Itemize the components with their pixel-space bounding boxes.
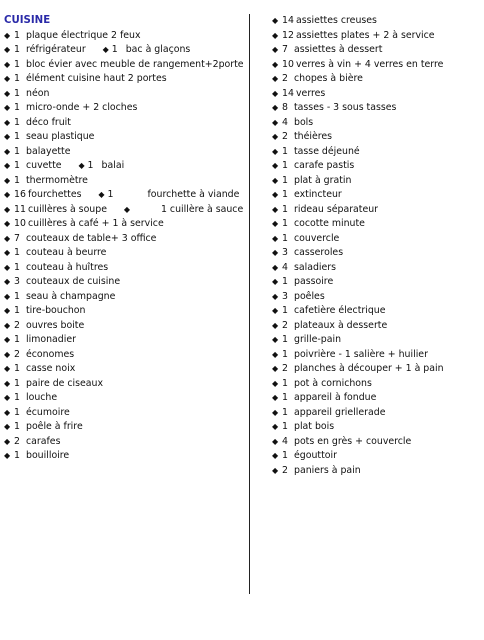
list-item [272,217,480,232]
list-item [4,87,246,102]
item-label: déco fruit [26,116,71,128]
list-item [4,362,246,377]
item-quantity: 1 [87,160,94,171]
bullet-icon: ◆ [272,88,279,98]
list-item [4,188,246,203]
item-label: tire-bouchon [26,305,86,316]
item-quantity: 1 [14,29,20,41]
bullet-icon: ◆ [4,204,11,214]
list-item [4,420,246,435]
list-item [272,203,480,218]
list-item [4,58,246,73]
bullet-icon: ◆ [4,88,11,98]
list-item [4,145,246,160]
bullet-icon: ◆ [4,364,11,373]
item-label: assiettes plates + 2 à service [296,29,435,41]
item-quantity: 4 [282,435,288,447]
bullet-icon: ◆ [272,146,279,156]
bullet-icon: ◆ [272,335,279,344]
item-label: appareil à fondue [294,392,377,403]
item-label: verres [296,87,326,99]
item-quantity: 7 [282,44,288,55]
item-label: cafetière électrique [294,305,386,316]
list-item [272,420,480,435]
item-label: bac à glaçons [125,44,191,55]
item-label: planches à découper + 1 à pain [294,363,444,374]
item-quantity: 2 [282,363,288,374]
item-quantity: 1 [282,276,288,287]
list-item [4,43,246,58]
bullet-icon: ◆ [4,262,11,272]
item-quantity: 1 [14,160,20,171]
bullet-icon: ◆ [272,407,279,417]
list-item [272,43,480,58]
bullet-icon: ◆ [102,45,109,54]
right-column [272,14,480,478]
list-item [272,348,480,363]
item-quantity: 1 [282,377,288,389]
bullet-icon: ◆ [98,190,105,199]
bullet-icon: ◆ [4,45,11,54]
list-item [4,174,246,189]
item-label: poêle à frire [26,421,83,432]
list-item [4,232,246,247]
bullet-icon: ◆ [4,59,11,69]
item-quantity: 1 [282,421,288,432]
bullet-icon: ◆ [272,204,279,214]
bullet-icon: ◆ [123,204,131,214]
item-quantity: 1 [107,189,114,200]
item-label: casse noix [26,363,76,374]
item-quantity: 1 [14,174,20,186]
item-label: fourchettes [28,189,82,200]
item-label: thermomètre [26,174,88,186]
item-quantity: 1 [14,145,20,157]
list-item [4,101,246,116]
list-item [272,87,480,102]
bullet-icon: ◆ [4,132,11,141]
item-label: bloc évier avec meuble de rangement+2porte [26,58,244,70]
bullet-icon: ◆ [272,30,279,40]
item-quantity: 3 [14,276,20,287]
list-item [4,203,246,218]
item-label: casseroles [294,247,344,258]
item-label: poivrière - 1 salière + huilier [294,348,428,360]
item-label: verres à vin + 4 verres en terre [296,58,444,70]
item-label: cocotte minute [294,218,365,229]
bullet-icon: ◆ [272,103,279,112]
bullet-icon: ◆ [4,320,11,330]
item-quantity: 1 [282,305,288,316]
item-quantity: 1 [282,145,288,157]
list-item [4,130,246,145]
bullet-icon: ◆ [4,146,11,156]
list-item [272,362,480,377]
item-label: pots en grès + couvercle [294,435,412,447]
item-label: couteaux de table+ 3 office [26,232,157,244]
item-quantity: 1 [282,450,288,461]
bullet-icon: ◆ [4,74,11,83]
list-item [272,58,480,73]
item-label: cuillères à soupe [28,203,107,215]
item-quantity: 1 [14,377,20,389]
bullet-icon: ◆ [4,161,11,170]
list-item [4,290,246,305]
item-label: néon [26,87,50,99]
item-quantity: 1 [14,44,20,55]
bullet-icon: ◆ [272,59,279,69]
item-quantity: 2 [14,348,20,360]
list-item [272,391,480,406]
list-item [4,261,246,276]
item-quantity: 1 [14,87,20,99]
list-item [272,232,480,247]
item-label: chopes à bière [294,73,363,84]
item-quantity: 11 [14,203,26,215]
bullet-icon: ◆ [272,422,279,431]
item-label: assiettes à dessert [294,44,383,55]
item-quantity: 1 [14,131,20,142]
item-label: limonadier [26,334,76,345]
bullet-icon: ◆ [4,190,11,199]
list-item [4,29,246,44]
bullet-icon: ◆ [4,30,11,40]
item-label: louche [26,392,58,403]
list-item [4,449,246,464]
item-label: balayette [26,145,71,157]
bullet-icon: ◆ [272,161,279,170]
list-item [4,116,246,131]
item-quantity: 1 [14,421,20,432]
bullet-icon: ◆ [272,233,279,243]
list-item [272,159,480,174]
bullet-icon: ◆ [4,422,11,431]
item-quantity: 1 [14,450,20,461]
item-label: théières [294,131,333,142]
list-item [272,275,480,290]
item-label: tasse déjeuné [294,145,360,157]
list-item [272,116,480,131]
list-item [272,130,480,145]
bullet-icon: ◆ [272,16,279,25]
bullet-icon: ◆ [4,451,11,460]
list-item [272,333,480,348]
item-label: carafe pastis [294,160,355,171]
item-label: couteau à huîtres [26,261,109,273]
bullet-icon: ◆ [272,248,279,257]
item-quantity: 1 [282,160,288,171]
item-quantity: 1 [14,261,20,273]
item-label: fourchette à viande [147,189,240,200]
bullet-icon: ◆ [4,175,11,185]
list-item [272,304,480,319]
item-quantity: 1 [14,392,20,403]
bullet-icon: ◆ [4,306,11,315]
item-label: plaque électrique 2 feux [26,29,141,41]
bullet-icon: ◆ [272,364,279,373]
item-label: économes [26,348,75,360]
item-label: bols [294,116,314,128]
item-quantity: 2 [282,73,288,84]
item-label: saladiers [294,261,337,273]
item-quantity: 1 [14,334,20,345]
bullet-icon: ◆ [4,117,11,127]
item-quantity: 1 [282,348,288,360]
bullet-icon: ◆ [272,465,279,475]
list-item [4,333,246,348]
list-item [272,174,480,189]
left-item-list [4,29,246,464]
item-label: grille-pain [294,334,342,345]
list-item [4,275,246,290]
item-quantity: 1 [14,58,20,70]
bullet-icon: ◆ [272,291,279,301]
bullet-icon: ◆ [4,219,11,228]
item-quantity: 1 [282,203,288,215]
bullet-icon: ◆ [272,436,279,446]
item-label: carafes [26,435,61,447]
column-divider [249,14,250,594]
bullet-icon: ◆ [272,349,279,359]
bullet-icon: ◆ [4,248,11,257]
bullet-icon: ◆ [272,117,279,127]
bullet-icon: ◆ [272,277,279,286]
item-label: cuvette [26,160,62,171]
bullet-icon: ◆ [272,320,279,330]
item-label: seau à champagne [26,290,116,302]
list-item [4,435,246,450]
item-quantity: 1 [14,102,20,113]
item-quantity: 7 [14,232,20,244]
bullet-icon: ◆ [4,277,11,286]
item-quantity: 1 [282,406,288,418]
bullet-icon: ◆ [272,262,279,272]
item-label: poêles [294,290,325,302]
list-item [4,377,246,392]
list-item [4,319,246,334]
item-quantity: 1 [282,189,288,200]
item-label: extincteur [294,189,342,200]
item-quantity: 2 [282,131,288,142]
bullet-icon: ◆ [272,451,279,460]
list-item [4,159,246,174]
item-label: rideau séparateur [294,203,379,215]
list-item [272,464,480,479]
list-item [4,406,246,421]
item-quantity: 8 [282,102,288,113]
item-quantity: 1 [282,334,288,345]
item-label: appareil griellerade [294,406,386,418]
item-quantity: 1 [14,406,20,418]
item-label: seau plastique [26,131,95,142]
item-quantity: 1 [282,392,288,403]
item-quantity: 1 [14,363,20,374]
item-quantity: 2 [282,464,288,476]
item-quantity: 2 [14,319,20,331]
list-item [272,290,480,305]
bullet-icon: ◆ [272,175,279,185]
section-title: CUISINE [4,15,51,26]
list-item [272,29,480,44]
list-item [272,435,480,450]
item-quantity: 10 [14,218,26,229]
list-item [272,101,480,116]
bullet-icon: ◆ [272,74,279,83]
bullet-icon: ◆ [4,291,11,301]
item-label: passoire [294,276,334,287]
item-quantity: 1 [111,44,118,55]
item-label: paniers à pain [294,464,361,476]
list-item [272,406,480,421]
item-label: tasses - 3 sous tasses [294,102,397,113]
item-label: couteau à beurre [26,247,107,258]
list-item [4,391,246,406]
bullet-icon: ◆ [272,306,279,315]
item-quantity: 3 [282,247,288,258]
item-label: écumoire [26,406,70,418]
item-quantity: 1 [282,174,288,186]
list-item [4,246,246,261]
list-item [272,261,480,276]
list-item [272,145,480,160]
list-item [4,72,246,87]
item-quantity: 12 [282,29,294,41]
bullet-icon: ◆ [272,393,279,402]
bullet-icon: ◆ [4,393,11,402]
list-item [272,14,480,29]
bullet-icon: ◆ [272,132,279,141]
item-quantity: 14 [282,87,294,99]
item-quantity: 1 [14,305,20,316]
item-label: égouttoir [294,450,337,461]
bullet-icon: ◆ [272,45,279,54]
item-label: plat à gratin [294,174,352,186]
list-item [272,72,480,87]
item-label: plat bois [294,421,335,432]
bullet-icon: ◆ [4,103,11,112]
item-label: pot à cornichons [294,377,372,389]
item-label: ouvres boite [26,319,85,331]
item-quantity: 10 [282,58,294,70]
list-item [272,319,480,334]
item-label: paire de ciseaux [26,377,104,389]
item-quantity: 3 [282,290,288,302]
item-label: micro-onde + 2 cloches [26,102,138,113]
item-label: bouilloire [26,450,70,461]
item-label: balai [101,160,125,171]
bullet-icon: ◆ [4,378,11,388]
item-quantity: 4 [282,261,288,273]
bullet-icon: ◆ [4,335,11,344]
list-item [4,304,246,319]
right-item-list [272,14,480,478]
item-quantity: 1 [282,218,288,229]
item-label: réfrigérateur [26,44,86,55]
item-quantity: 4 [282,116,288,128]
bullet-icon: ◆ [272,219,279,228]
item-label: couteaux de cuisine [26,276,121,287]
item-quantity: 1 [14,290,20,302]
list-item [4,348,246,363]
bullet-icon: ◆ [78,161,85,170]
item-label: couvercle [294,232,340,244]
item-quantity: 1 [282,232,288,244]
bullet-icon: ◆ [272,378,279,388]
item-quantity: 1 [14,247,20,258]
bullet-icon: ◆ [4,436,11,446]
list-item [272,188,480,203]
item-label: 1 cuillère à sauce [160,203,244,215]
list-item [272,449,480,464]
left-column [4,14,246,464]
item-label: plateaux à desserte [294,319,388,331]
list-item [272,377,480,392]
bullet-icon: ◆ [272,190,279,199]
list-item [4,217,246,232]
item-quantity: 1 [14,116,20,128]
item-quantity: 16 [14,189,26,200]
bullet-icon: ◆ [4,233,11,243]
bullet-icon: ◆ [4,407,11,417]
bullet-icon: ◆ [4,349,11,359]
item-quantity: 1 [14,73,20,84]
list-item [272,246,480,261]
item-quantity: 2 [14,435,20,447]
item-label: assiettes creuses [296,15,377,26]
item-quantity: 2 [282,319,288,331]
item-label: cuillères à café + 1 à service [28,218,164,229]
item-quantity: 14 [282,15,294,26]
item-label: élément cuisine haut 2 portes [26,73,167,84]
